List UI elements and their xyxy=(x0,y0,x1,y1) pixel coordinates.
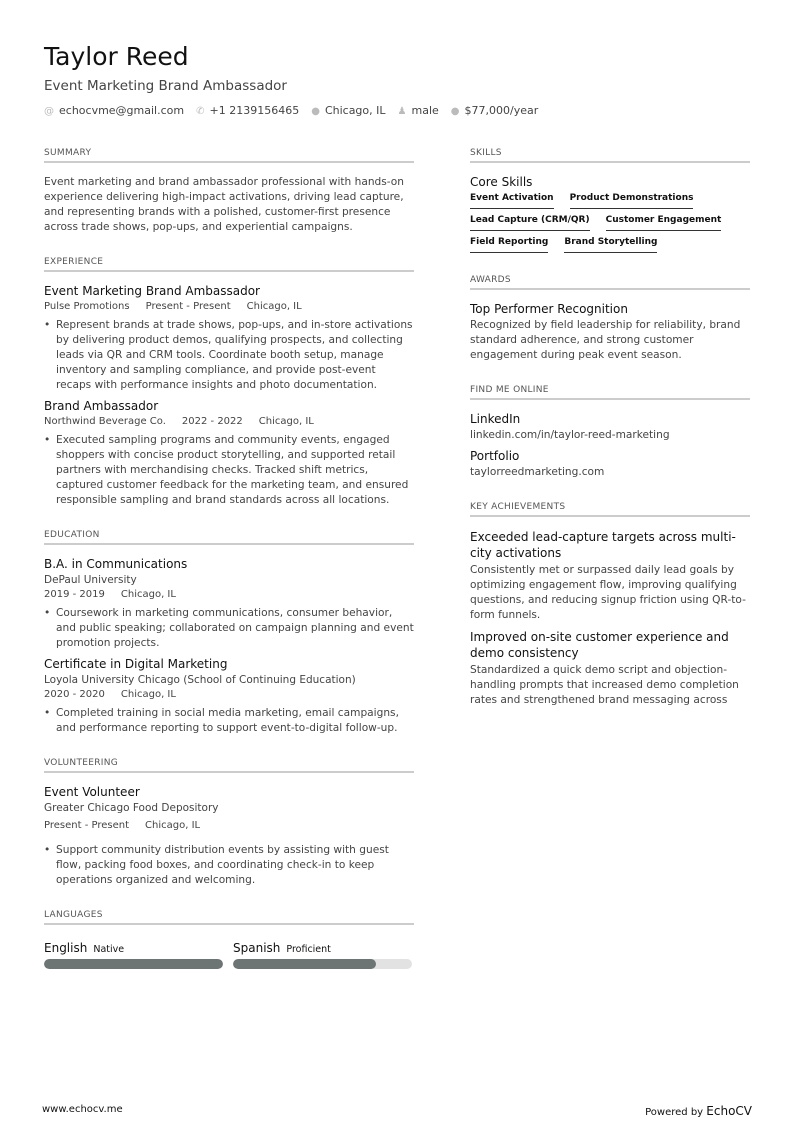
right-column xyxy=(470,148,750,730)
summary-text: Event marketing and brand ambassador professional with hands-on experience delivering high-impact activations, driving lead capture, and representing brands with a polished, customer-first presence across trade shows, pop-ups, and experiential campaigns. xyxy=(44,176,405,233)
section-heading: FIND ME ONLINE xyxy=(470,385,750,400)
education-item xyxy=(44,557,414,651)
bullet: • Represent brands at trade shows, pop-ups, and in-store activations by delivering product demos, qualifying prospects, and collecting leads via QR and CRM tools. Coordinate booth setup, manage inventory and sampling compliance, and provide post-event recaps with performance insights and photo documentation. xyxy=(44,318,414,393)
language-spanish: Spanish Proficient xyxy=(233,937,412,969)
location: Chicago, IL xyxy=(145,820,201,831)
education-item xyxy=(44,657,414,736)
left-column xyxy=(44,148,414,991)
contact-gender: ♟ male xyxy=(397,104,439,117)
person-icon: ♟ xyxy=(397,106,407,117)
skill-tag: Lead Capture (CRM/QR) xyxy=(470,215,590,231)
proficiency-bar xyxy=(233,959,412,969)
achievements-section xyxy=(470,502,750,708)
section-heading: EDUCATION xyxy=(44,530,414,545)
section-heading: LANGUAGES xyxy=(44,910,414,925)
dates: 2022 - 2022 xyxy=(181,416,243,427)
skills-section xyxy=(470,148,750,253)
bullet: • Coursework in marketing communications, consumer behavior, and public speaking; collaborated on campaign planning and event promotion projects. xyxy=(44,606,414,651)
candidate-title: Event Marketing Brand Ambassador xyxy=(44,78,287,94)
company: Northwind Beverage Co. xyxy=(44,416,166,427)
school: DePaul University xyxy=(44,574,137,586)
online-section xyxy=(470,385,750,480)
organization: Greater Chicago Food Depository xyxy=(44,802,219,814)
bullet: • Completed training in social media marketing, email campaigns, and performance reporting to support event-to-digital follow-up. xyxy=(44,706,414,736)
bullet: • Support community distribution events by assisting with guest flow, packing food boxes, and coordinating check-in to keep operations organized and welcoming. xyxy=(44,843,414,888)
skill-tag: Brand Storytelling xyxy=(564,237,657,253)
link-label: LinkedIn xyxy=(470,412,521,426)
location: Chicago, IL xyxy=(120,689,176,700)
degree: Certificate in Digital Marketing xyxy=(44,657,228,671)
contact-salary: ● $77,000/year xyxy=(450,104,539,117)
skill-group: Core Skills xyxy=(470,175,533,189)
experience-section xyxy=(44,257,414,508)
dates: Present - Present xyxy=(145,301,231,312)
dates: 2019 - 2019 xyxy=(44,589,105,600)
achievement-text: Standardized a quick demo script and objection-handling prompts that increased demo completion rates and strengthened brand messaging across xyxy=(470,664,739,706)
achievement-title: Improved on-site customer experience and demo consistency xyxy=(470,630,729,660)
award-title: Top Performer Recognition xyxy=(470,302,628,316)
footer-powered: Powered by EchoCV xyxy=(645,1104,752,1118)
brand-logo: EchoCV xyxy=(706,1104,752,1118)
phone-icon: ✆ xyxy=(196,106,205,117)
link-label: Portfolio xyxy=(470,449,520,463)
section-heading: SUMMARY xyxy=(44,148,414,163)
location: Chicago, IL xyxy=(246,301,302,312)
footer-website[interactable]: www.echocv.me xyxy=(42,1104,123,1115)
section-heading: VOLUNTEERING xyxy=(44,758,414,773)
achievement-text: Consistently met or surpassed daily lead goals by optimizing engagement flow, improving qualifying questions, and reducing signup friction using QR-to-form funnels. xyxy=(470,564,746,621)
bullet: • Executed sampling programs and community events, engaged shoppers with concise product storytelling, and supported retail partners with merchandising checks. Tracked shift metrics, captured customer feedback for the marketing team, and ensured responsible sampling and brand standards across all locations. xyxy=(44,433,414,508)
company: Pulse Promotions xyxy=(44,301,130,312)
volunteering-section xyxy=(44,758,414,888)
summary-section xyxy=(44,148,414,235)
dates: 2020 - 2020 xyxy=(44,689,105,700)
section-heading: EXPERIENCE xyxy=(44,257,414,272)
skill-tag: Customer Engagement xyxy=(606,215,722,231)
experience-item xyxy=(44,284,414,393)
achievement-title: Exceeded lead-capture targets across multi-city activations xyxy=(470,530,736,560)
school: Loyola University Chicago (School of Continuing Education) xyxy=(44,674,356,686)
section-heading: SKILLS xyxy=(470,148,750,163)
education-section xyxy=(44,530,414,736)
at-icon: @ xyxy=(44,106,54,117)
contact-phone: ✆ +1 2139156465 xyxy=(196,104,300,117)
skill-tag: Product Demonstrations xyxy=(570,193,694,209)
job-title: Event Marketing Brand Ambassador xyxy=(44,284,260,298)
linkedin-link[interactable]: linkedin.com/in/taylor-reed-marketing xyxy=(470,429,670,441)
location-icon: ● xyxy=(311,106,320,117)
award-text: Recognized by field leadership for reliability, brand standard adherence, and strong customer engagement during peak event season. xyxy=(470,319,741,361)
awards-section xyxy=(470,275,750,363)
salary-icon: ● xyxy=(450,106,460,117)
role: Event Volunteer xyxy=(44,785,140,799)
dates: Present - Present xyxy=(44,820,130,831)
location: Chicago, IL xyxy=(258,416,314,427)
section-heading: KEY ACHIEVEMENTS xyxy=(470,502,750,517)
portfolio-link[interactable]: taylorreedmarketing.com xyxy=(470,466,605,478)
job-title: Brand Ambassador xyxy=(44,399,159,413)
candidate-name: Taylor Reed xyxy=(44,42,189,71)
skill-tag: Field Reporting xyxy=(470,237,548,253)
skill-tag: Event Activation xyxy=(470,193,554,209)
location: Chicago, IL xyxy=(120,589,176,600)
proficiency-bar xyxy=(44,959,223,969)
section-heading: AWARDS xyxy=(470,275,750,290)
contact-row xyxy=(44,104,538,117)
contact-email: @ echocvme@gmail.com xyxy=(44,104,185,117)
languages-section xyxy=(44,910,414,969)
contact-location: ● Chicago, IL xyxy=(311,104,386,117)
experience-item xyxy=(44,399,414,508)
degree: B.A. in Communications xyxy=(44,557,188,571)
language-english: English Native xyxy=(44,937,223,969)
